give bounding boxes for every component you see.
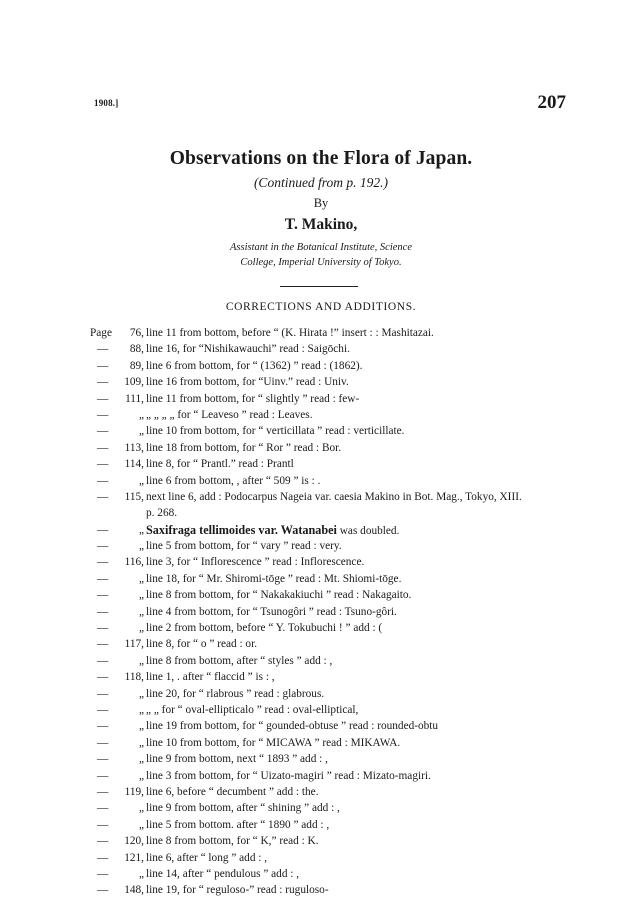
entry-text: line 19 from bottom, for “ gounded-obtuse ” read : rounded-obtu xyxy=(146,720,439,733)
entry-lead-marker: — xyxy=(97,441,109,454)
entry-lead-marker: — xyxy=(97,753,109,766)
entry-lead-marker: — xyxy=(97,376,109,389)
correction-entry xyxy=(90,358,590,374)
entry-page-ref: 114, xyxy=(124,458,144,471)
entry-text xyxy=(146,522,399,539)
correction-entry xyxy=(90,850,590,866)
correction-entry xyxy=(90,505,590,521)
correction-entry xyxy=(90,718,590,734)
entry-page-ref: 115, xyxy=(124,490,144,503)
entry-text: line 18, for “ Mr. Shiromi-tōge ” read : Mt. Shiomi-tōge. xyxy=(146,572,402,585)
entry-text: line 9 from bottom, next “ 1893 ” add : , xyxy=(146,753,328,766)
entry-text: line 10 from bottom, for “ verticillata ” read : verticillate. xyxy=(146,425,405,438)
entry-text: line 3, for “ Inflorescence ” read : Inflorescence. xyxy=(146,556,365,569)
entry-lead-marker: — xyxy=(97,687,109,700)
entry-text: line 20, for “ rlabrous ” read : glabrous. xyxy=(146,687,325,700)
entry-lead-marker: — xyxy=(97,736,109,749)
correction-entry xyxy=(90,423,590,439)
correction-entry xyxy=(90,768,590,784)
entry-text: line 19, for “ reguloso-” read : ruguloso- xyxy=(146,884,329,897)
entry-lead-marker: — xyxy=(97,523,109,536)
entry-lead-marker: — xyxy=(97,851,109,864)
correction-entry xyxy=(90,817,590,833)
correction-entry xyxy=(90,735,590,751)
entry-lead-marker: — xyxy=(97,703,109,716)
entry-text: „ „ „ „ for “ Leaveso ” read : Leaves. xyxy=(146,408,313,421)
correction-entry xyxy=(90,587,590,603)
entry-lead-marker: — xyxy=(97,638,109,651)
entry-text: line 10 from bottom, for “ MICAWA ” read : MIKAWA. xyxy=(146,736,401,749)
correction-entry xyxy=(90,473,590,489)
entry-lead-marker: — xyxy=(97,556,109,569)
running-head xyxy=(0,92,642,116)
entry-page-ref: 121, xyxy=(124,851,144,864)
entry-text: „ „ for “ oval-ellipticalo ” read : oval-elliptical, xyxy=(146,703,359,716)
entry-page-ref: „ xyxy=(138,605,144,618)
entry-page-ref: „ xyxy=(138,523,144,536)
entry-page-ref: „ xyxy=(138,867,144,880)
correction-entry xyxy=(90,571,590,587)
entry-page-ref: 120, xyxy=(124,835,144,848)
correction-entry xyxy=(90,866,590,882)
correction-entry xyxy=(90,554,590,570)
entry-lead-marker: — xyxy=(97,474,109,487)
entry-text: p. 268. xyxy=(146,507,178,520)
entry-page-ref: „ xyxy=(138,687,144,700)
entry-page-ref: 116, xyxy=(124,556,144,569)
entry-text: line 5 from bottom. after “ 1890 ” add : , xyxy=(146,818,330,831)
correction-entry xyxy=(90,407,590,423)
entry-lead-marker: — xyxy=(97,392,109,405)
correction-entry xyxy=(90,800,590,816)
entry-page-ref: 119, xyxy=(124,785,144,798)
entry-text: line 4 from bottom, for “ Tsunogôri ” read : Tsuno-gôri. xyxy=(146,605,397,618)
entry-page-ref: 113, xyxy=(124,441,144,454)
entry-text: line 18 from bottom, for “ Ror ” read : Bor. xyxy=(146,441,342,454)
entry-text: line 16, for “Nishikawauchi” read : Saigōchi. xyxy=(146,343,350,356)
entry-page-ref: „ xyxy=(138,769,144,782)
entry-lead-marker: — xyxy=(97,785,109,798)
entry-text: line 11 from bottom, for “ slightly ” read : few- xyxy=(146,392,360,405)
entry-lead-marker: — xyxy=(97,572,109,585)
affiliation-line-1: Assistant in the Botanical Institute, Science xyxy=(230,242,412,253)
correction-entry xyxy=(90,341,590,357)
entry-page-ref: „ xyxy=(138,589,144,602)
entry-text: line 8 from bottom, for “ K,” read : K. xyxy=(146,835,319,848)
entry-page-ref: 117, xyxy=(124,638,144,651)
entry-lead-marker: — xyxy=(97,671,109,684)
entry-text: line 3 from bottom, for “ Uizato-magiri ” read : Mizato-magiri. xyxy=(146,769,431,782)
entry-text: line 8, for “ Prantl.” read : Prantl xyxy=(146,458,294,471)
entry-lead-marker: — xyxy=(97,589,109,602)
entry-lead-marker: — xyxy=(97,605,109,618)
entry-page-ref: „ xyxy=(138,654,144,667)
section-heading: CORRECTIONS AND ADDITIONS. xyxy=(225,301,417,313)
article-title: Observations on the Flora of Japan. xyxy=(169,148,473,169)
entry-text: next line 6, add : Podocarpus Nageia var. caesia Makino in Bot. Mag., Tokyo, XIII. xyxy=(146,490,522,503)
entry-lead-marker: — xyxy=(97,490,109,503)
entry-lead-marker: — xyxy=(97,359,109,372)
entry-species-name: Saxifraga tellimoides var. Watanabei xyxy=(146,522,337,537)
entry-text: line 6 from bottom, , after “ 509 ” is : . xyxy=(146,474,321,487)
correction-entry xyxy=(90,374,590,390)
entry-page-ref: 148, xyxy=(124,884,144,897)
entry-lead-marker: — xyxy=(97,622,109,635)
entry-text-tail: was doubled. xyxy=(336,524,400,537)
entry-page-ref: „ xyxy=(138,753,144,766)
entry-page-ref: „ xyxy=(138,622,144,635)
entry-text: line 8, for “ o ” read : or. xyxy=(146,638,258,651)
entry-text: line 5 from bottom, for “ vary ” read : very. xyxy=(146,540,342,553)
entry-lead-marker: — xyxy=(97,343,109,356)
entry-page-ref: 118, xyxy=(124,671,144,684)
entry-lead-marker: — xyxy=(97,835,109,848)
entry-page-ref: „ xyxy=(138,540,144,553)
correction-entry xyxy=(90,620,590,636)
correction-entry xyxy=(90,456,590,472)
running-head-year: 1908.] xyxy=(94,98,119,108)
correction-entry xyxy=(90,489,590,505)
correction-entry xyxy=(90,391,590,407)
correction-entry xyxy=(90,751,590,767)
entry-text: line 6 from bottom, for “ (1362) ” read : (1862). xyxy=(146,359,363,372)
entry-text: line 9 from bottom, after “ shining ” add : , xyxy=(146,802,340,815)
entry-page-ref: 109, xyxy=(124,376,144,389)
correction-entry xyxy=(90,538,590,554)
correction-entry xyxy=(90,604,590,620)
entry-page-ref: „ xyxy=(138,720,144,733)
entry-text: line 14, after “ pendulous ” add : , xyxy=(146,867,300,880)
correction-entry xyxy=(90,440,590,456)
correction-entry xyxy=(90,636,590,652)
entry-page-ref: 88, xyxy=(129,343,144,356)
corrections-list xyxy=(90,325,590,899)
entry-lead-marker: — xyxy=(97,818,109,831)
entry-page-ref: 76, xyxy=(129,327,144,339)
entry-text: line 6, after “ long ” add : , xyxy=(146,851,268,864)
entry-lead-marker: — xyxy=(97,769,109,782)
entry-lead-marker: — xyxy=(97,654,109,667)
entry-page-ref: „ xyxy=(138,474,144,487)
entry-page-ref: „ xyxy=(138,802,144,815)
entry-page-ref: „ xyxy=(138,703,144,716)
correction-entry xyxy=(90,522,590,538)
correction-entry xyxy=(90,882,590,898)
entry-lead-marker: — xyxy=(97,867,109,880)
author-affiliation xyxy=(0,240,642,270)
title-divider-rule xyxy=(280,286,358,287)
correction-entry xyxy=(90,669,590,685)
entry-lead-marker: — xyxy=(97,720,109,733)
entry-text: line 1, . after “ flaccid ” is : , xyxy=(146,671,275,684)
entry-text: line 8 from bottom, after “ styles ” add : , xyxy=(146,654,333,667)
entry-text: line 16 from bottom, for “Uinv.” read : Univ. xyxy=(146,376,349,389)
entry-lead-marker: Page xyxy=(90,327,112,339)
continuation-note: (Continued from p. 192.) xyxy=(253,175,389,190)
entry-page-ref: 111, xyxy=(125,392,144,405)
entry-text: line 8 from bottom, for “ Nakakakiuchi ” read : Nakagaito. xyxy=(146,589,412,602)
entry-text: line 6, before “ decumbent ” add : the. xyxy=(146,785,319,798)
entry-lead-marker: — xyxy=(97,884,109,897)
entry-lead-marker: — xyxy=(97,540,109,553)
page-number: 207 xyxy=(537,92,566,113)
entry-page-ref: „ xyxy=(138,408,144,421)
entry-lead-marker: — xyxy=(97,802,109,815)
entry-text: line 2 from bottom, before “ Y. Tokubuchi ! ” add : ( xyxy=(146,622,383,635)
correction-entry xyxy=(90,325,590,341)
entry-lead-marker: — xyxy=(97,458,109,471)
correction-entry xyxy=(90,833,590,849)
entry-page-ref: „ xyxy=(138,736,144,749)
byline-by: By xyxy=(313,196,329,210)
entry-text: line 11 from bottom, before “ (K. Hirata !” insert : : Mashitazai. xyxy=(146,327,434,339)
correction-entry xyxy=(90,653,590,669)
entry-page-ref: „ xyxy=(138,572,144,585)
correction-entry xyxy=(90,686,590,702)
entry-lead-marker: — xyxy=(97,408,109,421)
author-name: T. Makino, xyxy=(284,216,358,233)
affiliation-line-2: College, Imperial University of Tokyo. xyxy=(240,257,402,268)
correction-entry xyxy=(90,702,590,718)
entry-lead-marker: — xyxy=(97,425,109,438)
entry-page-ref: 89, xyxy=(129,359,144,372)
correction-entry xyxy=(90,784,590,800)
entry-page-ref: „ xyxy=(138,425,144,438)
entry-page-ref: „ xyxy=(138,818,144,831)
